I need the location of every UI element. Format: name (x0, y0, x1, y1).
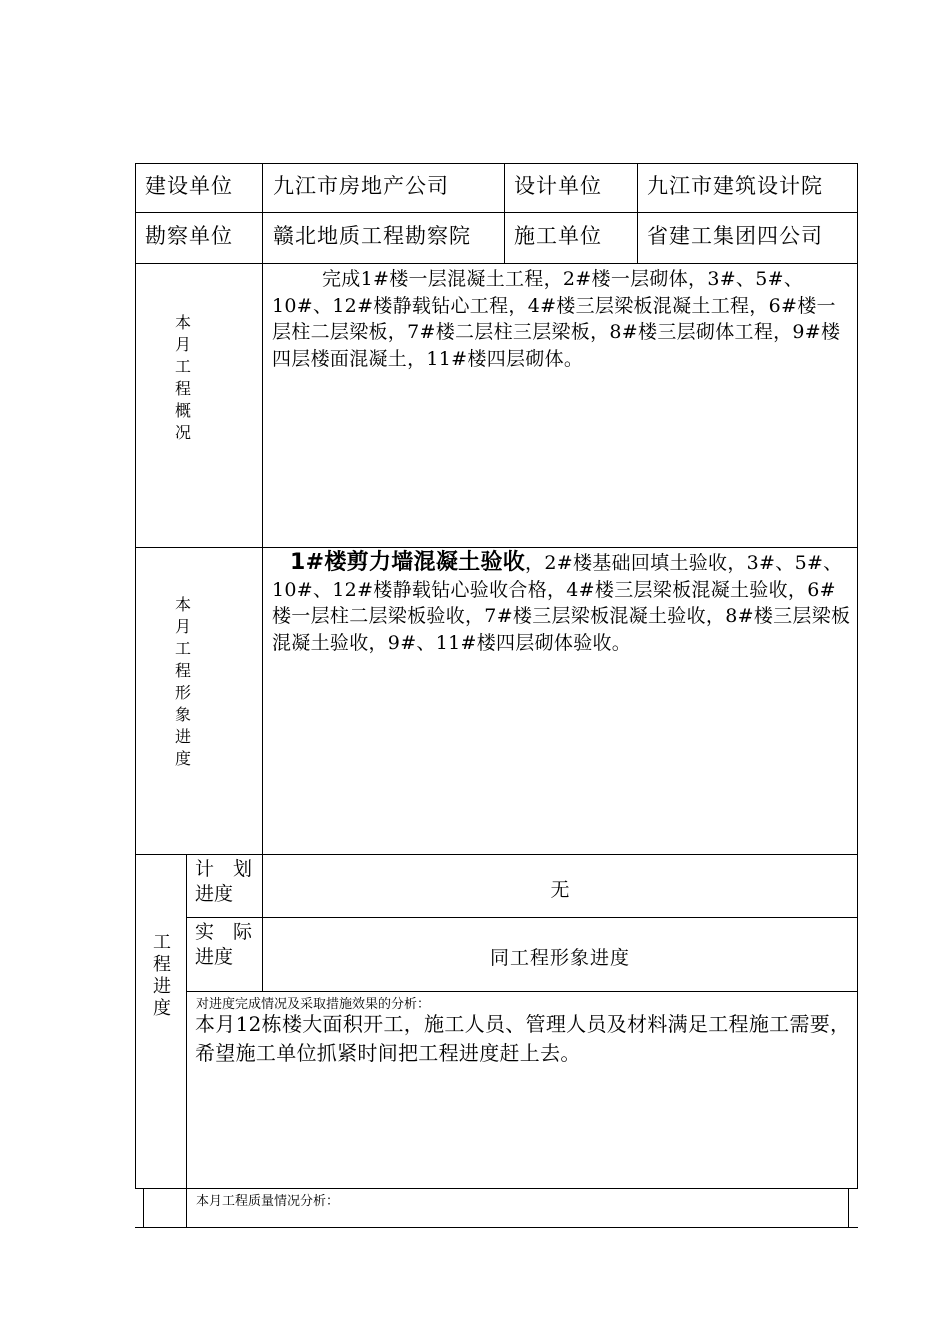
table-border-left (135, 163, 136, 1189)
survey-unit-label: 勘察单位 (145, 224, 233, 248)
design-unit-value: 九江市建筑设计院 (647, 174, 823, 198)
table-row-divider (135, 547, 858, 548)
table-border-right (857, 163, 858, 1189)
progress-image-text: 1#楼剪力墙混凝土验收，2#楼基础回填土验收，3#、5#、10#、12#楼静载钻心验收合格，4#楼三层梁板混凝土验收，6#楼一层柱二层梁板验收，7#楼三层梁板混凝土验收，8#楼三层梁板混凝土验收，9#、11#楼四层砌体验收。 (272, 550, 851, 654)
planned-schedule-value: 无 (550, 879, 570, 901)
table-col-divider (186, 854, 187, 1228)
table-row-divider (135, 263, 858, 264)
overview-text: 完成1#楼一层混凝土工程，2#楼一层砌体，3#、5#、10#、12#楼静载钻心工程，4#楼三层梁板混凝土工程，6#楼一层柱二层梁板，7#楼二层柱三层梁板，8#楼三层砌体工程，9#楼四层楼面混凝土，11#楼四层砌体。 (272, 268, 841, 370)
construction-unit-label: 建设单位 (145, 174, 233, 198)
schedule-analysis-text: 本月12栋楼大面积开工，施工人员、管理人员及材料满足工程施工需要，希望施工单位抓紧时间把工程进度赶上去。 (195, 1012, 851, 1065)
table-border-right-lower (848, 1188, 849, 1227)
progress-image-lead: 1#楼剪力墙混凝土验收 (290, 550, 526, 575)
table-col-divider (504, 163, 505, 213)
schedule-label: 工 程 进 度 (153, 932, 171, 1019)
table-border-top (135, 163, 858, 164)
table-row-divider (186, 917, 858, 918)
actual-schedule-value: 同工程形象进度 (489, 947, 630, 969)
builder-unit-value: 省建工集团四公司 (647, 224, 823, 248)
table-row-divider (135, 1188, 858, 1189)
schedule-analysis-title: 对进度完成情况及采取措施效果的分析： (196, 997, 431, 1012)
planned-schedule-label: 计 划 进度 (195, 858, 253, 905)
table-border-bottom (135, 1227, 858, 1228)
design-unit-label: 设计单位 (514, 174, 602, 198)
survey-unit-value: 赣北地质工程勘察院 (273, 224, 471, 248)
table-row-divider (135, 854, 858, 855)
table-border-left-lower (143, 1188, 144, 1227)
table-col-divider (262, 163, 263, 855)
quality-analysis-title: 本月工程质量情况分析： (196, 1194, 340, 1209)
actual-schedule-label: 实 际 进度 (195, 921, 253, 968)
construction-unit-value: 九江市房地产公司 (273, 174, 449, 198)
table-row-divider (186, 991, 858, 992)
table-col-divider (637, 163, 638, 263)
table-row-divider (135, 212, 858, 213)
builder-unit-label: 施工单位 (514, 224, 602, 248)
progress-image-label: 本 月 工 程 形 象 进 度 (174, 595, 191, 768)
overview-label: 本 月 工 程 概 况 (174, 313, 191, 442)
table-col-divider (504, 212, 505, 263)
